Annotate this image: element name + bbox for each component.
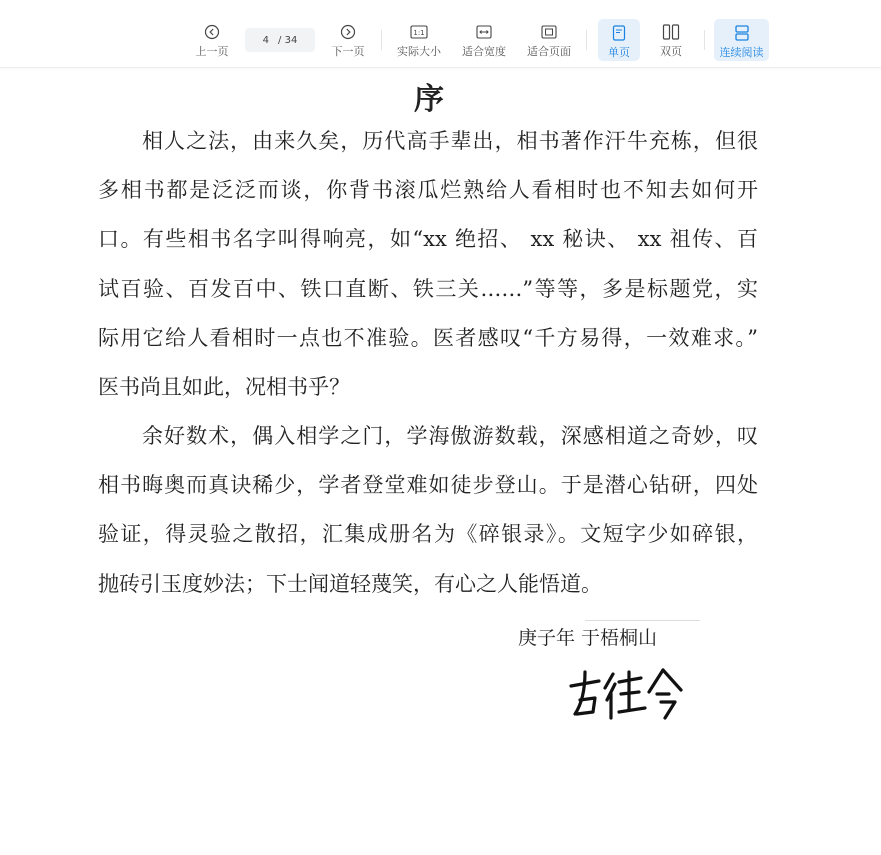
signature-rule xyxy=(585,620,700,621)
prev-page-button[interactable] xyxy=(192,18,232,62)
text-line: 余好数术，偶入相学之门，学海傲游数载，深感相道之奇妙，叹 xyxy=(142,424,758,448)
text-line: 验证，得灵验之散招，汇集成册名为《碎银录》。文短字少如碎银， xyxy=(98,522,758,546)
prev-page-label: 上一页 xyxy=(195,45,229,58)
handwritten-signature xyxy=(565,664,685,728)
toolbar-divider xyxy=(381,30,382,50)
reader-toolbar xyxy=(0,0,881,68)
continuous-reading-icon xyxy=(732,23,752,43)
document-page xyxy=(0,68,881,855)
text-line: 医书尚且如此，况相书乎？ xyxy=(98,375,350,399)
text-line: 际用它给人看相时一点也不准验。医者感叹“千方易得，一效难求。” xyxy=(98,326,758,350)
single-page-label: 单页 xyxy=(608,46,630,59)
page-number-input[interactable] xyxy=(245,28,315,52)
actual-size-button[interactable] xyxy=(395,18,443,62)
double-page-button[interactable] xyxy=(651,18,691,62)
page-title: 序 xyxy=(414,82,446,117)
text-line: 多相书都是泛泛而谈，你背书滚瓜烂熟给人看相时也不知去如何开 xyxy=(98,178,758,202)
chevron-right-icon xyxy=(338,22,358,42)
actual-size-icon xyxy=(409,22,429,42)
current-page: 4 xyxy=(262,34,270,46)
text-line: 抛砖引玉度妙法；下士闻道轻蔑笑，有心之人能悟道。 xyxy=(98,572,602,596)
fit-width-icon xyxy=(474,22,494,42)
continuous-reading-button[interactable] xyxy=(714,19,769,61)
single-page-icon xyxy=(609,23,629,43)
fit-page-button[interactable] xyxy=(525,18,573,62)
total-pages: / 34 xyxy=(278,34,298,46)
fit-width-button[interactable] xyxy=(460,18,508,62)
text-line: 试百验、百发百中、铁口直断、铁三关……”等等，多是标题党，实 xyxy=(98,277,758,301)
single-page-button[interactable] xyxy=(598,19,640,61)
text-line: 相书晦奥而真诀稀少，学者登堂难如徒步登山。于是潜心钻研，四处 xyxy=(98,473,758,497)
fit-page-icon xyxy=(539,22,559,42)
continuous-reading-label: 连续阅读 xyxy=(719,46,764,59)
svg-text:1:1: 1:1 xyxy=(413,29,425,37)
toolbar-divider xyxy=(586,30,587,50)
text-line: 相人之法，由来久矣，历代高手辈出，相书著作汗牛充栋，但很 xyxy=(142,129,758,153)
signature-date-place: 庚子年 于梧桐山 xyxy=(518,627,658,649)
next-page-label: 下一页 xyxy=(331,45,365,58)
chevron-left-icon xyxy=(202,22,222,42)
fit-page-label: 适合页面 xyxy=(527,45,571,58)
double-page-icon xyxy=(661,22,681,42)
text-line: 口。有些相书名字叫得响亮，如“xx 绝招、 xx 秘诀、 xx 祖传、百 xyxy=(98,227,758,251)
double-page-label: 双页 xyxy=(660,45,682,58)
fit-width-label: 适合宽度 xyxy=(462,45,506,58)
actual-size-label: 实际大小 xyxy=(397,45,441,58)
toolbar-divider xyxy=(704,30,705,50)
next-page-button[interactable] xyxy=(328,18,368,62)
